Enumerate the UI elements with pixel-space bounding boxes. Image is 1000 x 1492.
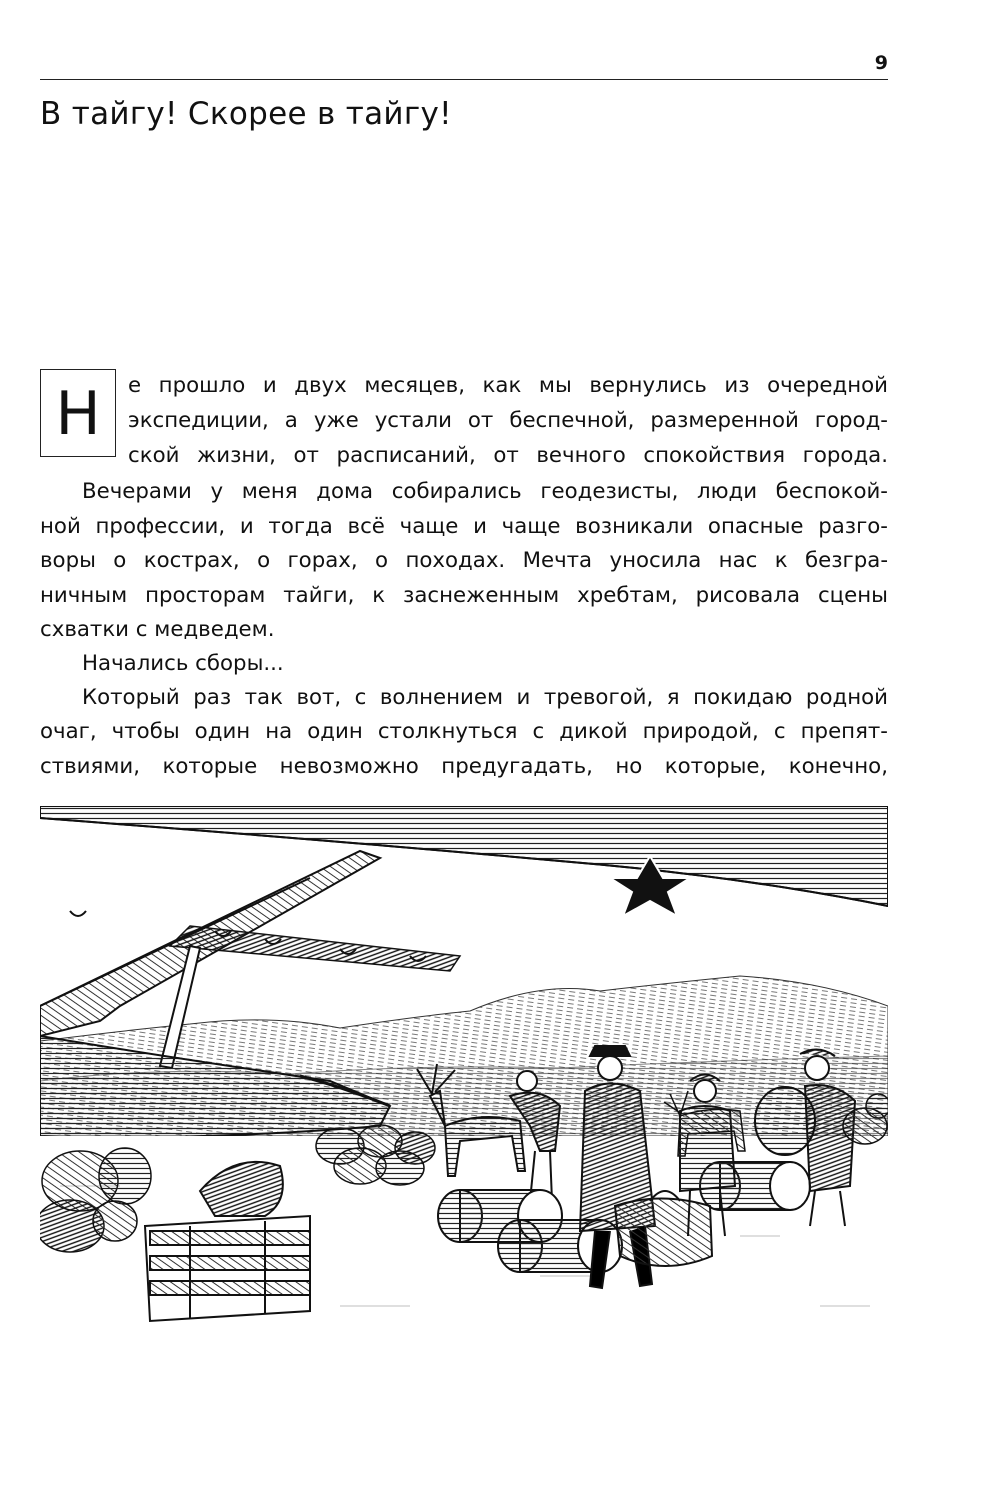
drop-cap: Н [40,369,116,457]
body-line: ничным просторам тайги, к заснеженным хребтам, рисовала сцены [40,583,888,608]
header-rule [40,79,888,80]
body-line: очаг, чтобы один на один столкнуться с дикой природой, с препят- [40,719,888,744]
illustration-airfield [40,806,888,1336]
body-line: Начались сборы... [82,651,284,676]
chapter-title: В тайгу! Скорее в тайгу! [40,96,452,132]
body-line: ской жизни, от расписаний, от вечного спокойствия города. [128,443,888,468]
body-line: воры о кострах, о горах, о походах. Мечта уносила нас к безгра- [40,548,888,573]
body-line: схватки с медведем. [40,617,275,642]
body-line: экспедиции, а уже устали от беспечной, размеренной город- [128,408,888,433]
body-line: ной профессии, и тогда всё чаще и чаще возникали опасные разго- [40,514,888,539]
body-line: ствиями, которые невозможно предугадать, но которые, конечно, [40,754,888,779]
body-line: Вечерами у меня дома собирались геодезисты, люди беспокой- [82,479,888,504]
upper-wing [40,806,888,916]
body-line: е прошло и двух месяцев, как мы вернулись из очередной [128,373,888,398]
body-line: Который раз так вот, с волнением и тревогой, я покидаю родной [82,685,888,710]
page-number: 9 [874,52,888,74]
